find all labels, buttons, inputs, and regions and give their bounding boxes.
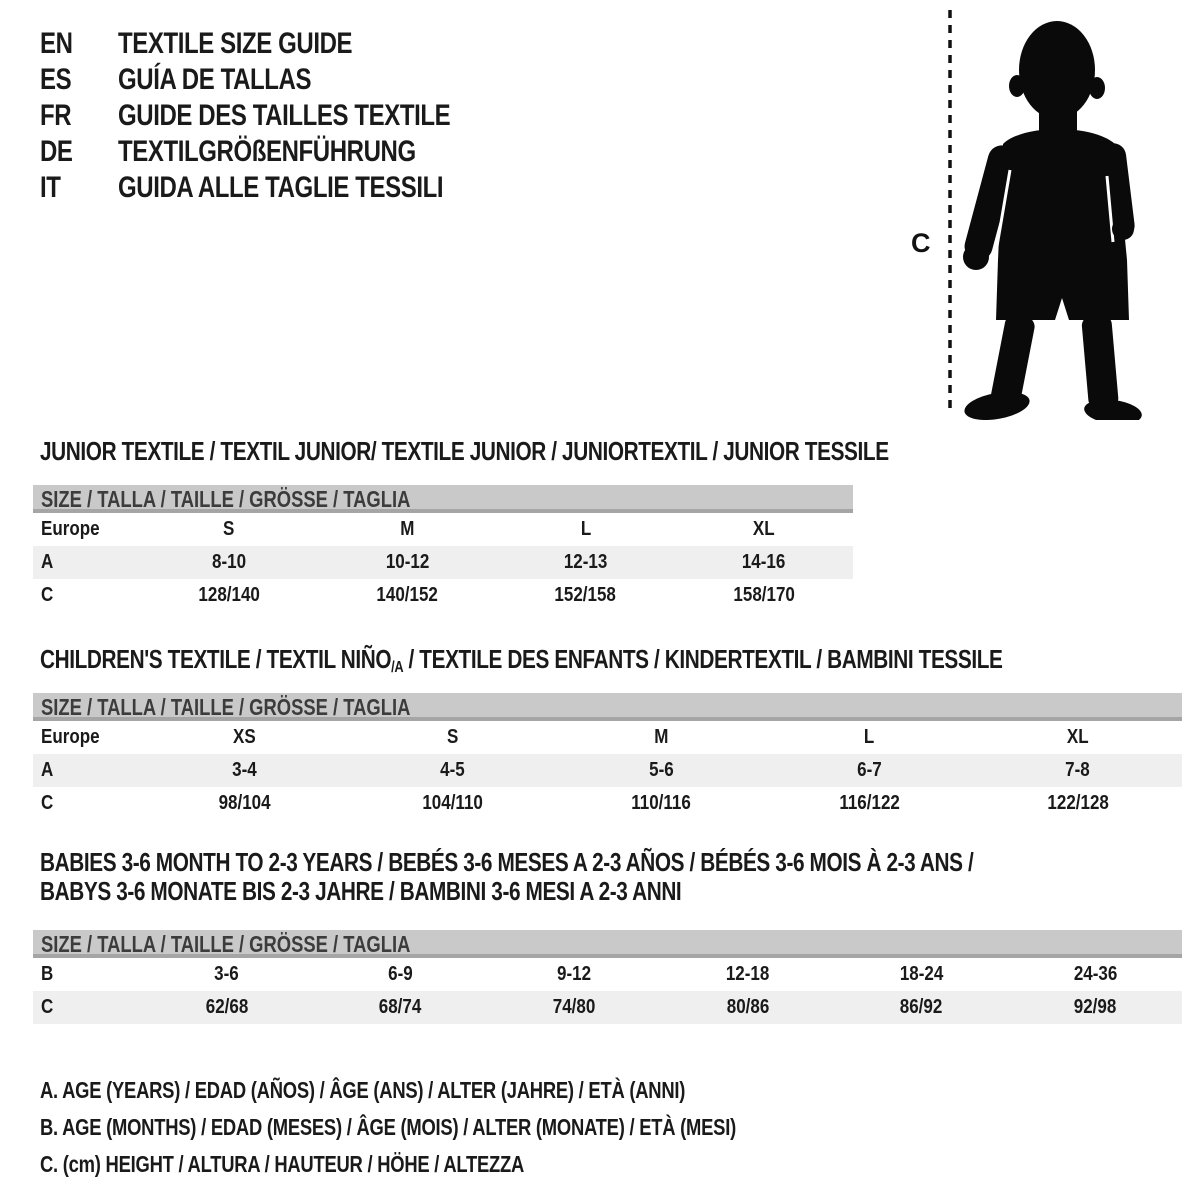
- cell-value: 110/116: [631, 792, 691, 814]
- row-label: C: [41, 584, 54, 606]
- cell-value: 68/74: [379, 996, 422, 1018]
- table-row: [33, 991, 1182, 1024]
- measure-label: C: [911, 228, 931, 258]
- cell-value: L: [864, 726, 875, 748]
- row-label: B: [41, 963, 54, 985]
- cell-value: 6-7: [857, 759, 882, 781]
- table-row: [33, 754, 1182, 787]
- cell-value: 8-10: [212, 551, 247, 573]
- table-row: [33, 513, 853, 546]
- toddler-body-shape: [961, 21, 1143, 420]
- row-label: Europe: [41, 518, 100, 540]
- cell-value: 104/110: [422, 792, 483, 814]
- cell-value: 3-4: [231, 759, 257, 781]
- cell-value: 122/128: [1047, 792, 1109, 814]
- cell-value: XS: [232, 726, 256, 748]
- cell-value: M: [400, 518, 415, 540]
- section-heading: [33, 645, 1182, 674]
- size-header-bar: SIZE / TALLA / TAILLE / GRÖSSE / TAGLIA: [33, 693, 1182, 721]
- size-table: [33, 958, 1182, 1024]
- cell-value: L: [580, 518, 591, 540]
- language-row: [40, 26, 533, 62]
- cell-value: 152/158: [554, 584, 617, 606]
- size-header-bar: SIZE / TALLA / TAILLE / GRÖSSE / TAGLIA: [33, 485, 853, 513]
- cell-value: 4-5: [440, 759, 465, 781]
- section-heading: [33, 848, 1182, 906]
- cell-value: 12-13: [563, 551, 608, 573]
- language-row: [40, 98, 533, 134]
- cell-value: 24-36: [1073, 963, 1117, 985]
- language-code: EN: [40, 27, 73, 60]
- cell-value: 9-12: [557, 963, 592, 985]
- language-title: TEXTILGRÖßENFÜHRUNG: [118, 135, 416, 168]
- language-title: GUIDA ALLE TAGLIE TESSILI: [118, 171, 444, 204]
- cell-value: XL: [753, 518, 775, 540]
- size-header-bar: SIZE / TALLA / TAILLE / GRÖSSE / TAGLIA: [33, 930, 1182, 958]
- cell-value: 62/68: [205, 996, 249, 1018]
- cell-value: 98/104: [218, 792, 271, 814]
- size-table: [33, 721, 1182, 820]
- legend: [40, 1072, 910, 1183]
- section-heading: [33, 436, 889, 466]
- row-label: Europe: [41, 726, 100, 748]
- toddler-silhouette-icon: [895, 8, 1165, 420]
- table-row: [33, 958, 1182, 991]
- table-row: [33, 787, 1182, 820]
- legend-line: C. (cm) HEIGHT / ALTURA / HAUTEUR / HÖHE / ALTEZZA: [40, 1151, 525, 1177]
- cell-value: M: [653, 726, 669, 748]
- cell-value: 14-16: [742, 551, 786, 573]
- cell-value: 128/140: [198, 584, 260, 606]
- language-code: DE: [40, 135, 73, 168]
- row-label: A: [41, 551, 54, 573]
- language-code: IT: [40, 171, 61, 204]
- table-row: [33, 579, 853, 612]
- section-heading-line: BABYS 3-6 MONATE BIS 2-3 JAHRE / BAMBINI 3-6 MESI A 2-3 ANNI: [40, 876, 682, 906]
- language-row: [40, 62, 533, 98]
- section-heading-line: JUNIOR TEXTILE / TEXTIL JUNIOR/ TEXTILE JUNIOR / JUNIORTEXTIL / JUNIOR TESSILE: [40, 436, 889, 466]
- language-code: FR: [40, 99, 72, 132]
- language-code: ES: [40, 63, 72, 96]
- section-junior: [33, 436, 889, 612]
- section-heading-line: BABIES 3-6 MONTH TO 2-3 YEARS / BEBÉS 3-6 MESES A 2-3 AÑOS / BÉBÉS 3-6 MOIS À 2-3 ANS /: [40, 847, 974, 877]
- cell-value: 10-12: [385, 551, 430, 573]
- row-label: C: [41, 996, 54, 1018]
- table-row: [33, 546, 853, 579]
- language-title: GUÍA DE TALLAS: [118, 63, 312, 96]
- cell-value: 92/98: [1073, 996, 1117, 1018]
- cell-value: 12-18: [726, 963, 770, 985]
- figure-height-measure: [895, 8, 1165, 420]
- cell-value: 74/80: [552, 996, 596, 1018]
- section-heading-line: CHILDREN'S TEXTILE / TEXTIL $NIÑO_{/A}$ / TEXTILE DES ENFANTS / KINDERTEXTIL / BAMBINI TESSILE: [40, 644, 1003, 676]
- row-label: C: [41, 792, 54, 814]
- cell-value: 3-6: [214, 963, 240, 985]
- legend-line: B. AGE (MONTHS) / EDAD (MESES) / ÂGE (MOIS) / ALTER (MONATE) / ETÀ (MESI): [40, 1114, 736, 1140]
- cell-value: 80/86: [726, 996, 770, 1018]
- size-table: [33, 513, 853, 612]
- cell-value: 116/122: [839, 792, 900, 814]
- cell-value: XL: [1066, 726, 1089, 748]
- section-children: [33, 645, 1182, 820]
- language-title: GUIDE DES TAILLES TEXTILE: [118, 99, 451, 132]
- cell-value: S: [223, 518, 235, 540]
- cell-value: 18-24: [899, 963, 944, 985]
- row-label: A: [41, 759, 54, 781]
- legend-line: A. AGE (YEARS) / EDAD (AÑOS) / ÂGE (ANS) / ALTER (JAHRE) / ETÀ (ANNI): [40, 1077, 686, 1103]
- table-row: [33, 721, 1182, 754]
- cell-value: S: [446, 726, 459, 748]
- cell-value: 158/170: [733, 584, 795, 606]
- language-list: [40, 26, 533, 206]
- language-row: [40, 170, 533, 206]
- cell-value: 140/152: [376, 584, 439, 606]
- cell-value: 86/92: [900, 996, 943, 1018]
- language-title: TEXTILE SIZE GUIDE: [118, 27, 353, 60]
- language-row: [40, 134, 533, 170]
- cell-value: 7-8: [1065, 759, 1091, 781]
- cell-value: 5-6: [648, 759, 674, 781]
- cell-value: 6-9: [388, 963, 413, 985]
- section-babies: [33, 848, 1182, 1024]
